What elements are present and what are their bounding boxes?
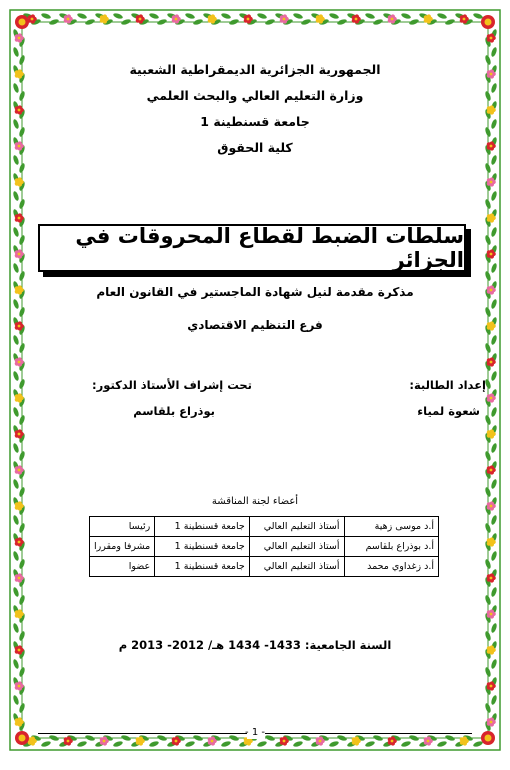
committee-member-name: أ.د زغداوي محمد <box>344 557 439 577</box>
flower-center <box>490 109 493 112</box>
leaf-ornament <box>257 12 268 20</box>
leaf-ornament <box>12 479 20 490</box>
leaf-ornament <box>490 587 498 598</box>
leaf-ornament <box>113 740 124 748</box>
flower-center <box>18 217 21 220</box>
leaf-ornament <box>18 667 26 678</box>
table-row <box>90 537 439 557</box>
leaf-ornament <box>437 12 448 20</box>
leaf-ornament <box>490 155 498 166</box>
student-label: إعداد الطالبة: <box>409 378 486 392</box>
flower-center <box>18 721 21 724</box>
page-number: - 1 - <box>245 727 265 738</box>
leaf-ornament <box>49 18 60 26</box>
leaf-ornament <box>18 307 26 318</box>
leaf-ornament <box>337 18 348 26</box>
table-row <box>90 557 439 577</box>
committee-member-name: أ.د موسى زهية <box>344 517 439 537</box>
leaf-ornament <box>257 740 268 748</box>
committee-member-university: جامعة قسنطينة 1 <box>155 557 250 577</box>
committee-member-rank: أستاذ التعليم العالي <box>249 537 344 557</box>
flower-center <box>18 613 21 616</box>
leaf-ornament <box>490 263 498 274</box>
thesis-title: سلطات الضبط لقطاع المحروقات في الجزائر <box>75 224 464 272</box>
leaf-ornament <box>484 703 492 714</box>
corner-rose-center <box>485 19 492 26</box>
leaf-ornament <box>18 163 26 174</box>
flower-center <box>283 18 286 21</box>
leaf-ornament <box>490 515 498 526</box>
leaf-ornament <box>185 12 196 20</box>
leaf-ornament <box>484 595 492 606</box>
leaf-ornament <box>490 299 498 310</box>
leaf-ornament <box>41 740 52 748</box>
flower-center <box>18 37 21 40</box>
supervisor-name: بوذراع بلقاسم <box>133 404 215 418</box>
flower-center <box>490 397 493 400</box>
leaf-ornament <box>484 307 492 318</box>
flower-center <box>427 740 430 743</box>
leaf-ornament <box>490 407 498 418</box>
flower-center <box>490 685 493 688</box>
leaf-ornament <box>12 155 20 166</box>
republic-name: الجمهورية الجزائرية الديمقراطية الشعبية <box>129 62 381 77</box>
leaf-ornament <box>473 12 484 20</box>
committee-title: أعضاء لجنة المناقشة <box>211 496 299 507</box>
flower-center <box>490 469 493 472</box>
flower-center <box>490 217 493 220</box>
university-name: جامعة قسنطينة 1 <box>200 114 310 129</box>
leaf-ornament <box>490 623 498 634</box>
leaf-ornament <box>12 515 20 526</box>
leaf-ornament <box>484 163 492 174</box>
ministry-name: وزارة التعليم العالي والبحث العلمي <box>146 88 364 103</box>
flower-center <box>490 253 493 256</box>
leaf-ornament <box>484 667 492 678</box>
leaf-ornament <box>437 740 448 748</box>
committee-member-name: أ.د بوذراع بلقاسم <box>344 537 439 557</box>
leaf-ornament <box>490 227 498 238</box>
flower-center <box>18 109 21 112</box>
leaf-ornament <box>473 740 484 748</box>
flower-center <box>103 740 106 743</box>
flower-center <box>319 740 322 743</box>
flower-center <box>211 18 214 21</box>
flower-center <box>391 740 394 743</box>
flower-center <box>175 740 178 743</box>
thesis-branch: فرع التنظيم الاقتصادي <box>187 318 323 332</box>
flower-center <box>18 577 21 580</box>
leaf-ornament <box>77 740 88 748</box>
leaf-ornament <box>484 343 492 354</box>
flower-center <box>283 740 286 743</box>
leaf-ornament <box>193 18 204 26</box>
committee-member-university: جامعة قسنطينة 1 <box>155 517 250 537</box>
leaf-ornament <box>293 12 304 20</box>
committee-member-rank: أستاذ التعليم العالي <box>249 517 344 537</box>
leaf-ornament <box>365 12 376 20</box>
committee-member-role: رئيسا <box>90 517 155 537</box>
committee-member-rank: أستاذ التعليم العالي <box>249 557 344 577</box>
flower-center <box>67 740 70 743</box>
flower-center <box>247 18 250 21</box>
flower-center <box>490 577 493 580</box>
flower-center <box>18 469 21 472</box>
leaf-ornament <box>12 335 20 346</box>
leaf-ornament <box>185 740 196 748</box>
leaf-ornament <box>329 12 340 20</box>
leaf-ornament <box>329 740 340 748</box>
leaf-ornament <box>401 12 412 20</box>
leaf-ornament <box>490 335 498 346</box>
flower-center <box>355 740 358 743</box>
leaf-ornament <box>484 523 492 534</box>
faculty-name: كلية الحقوق <box>217 140 293 155</box>
corner-rose-center <box>19 19 26 26</box>
flower-center <box>247 740 250 743</box>
flower-center <box>427 18 430 21</box>
leaf-ornament <box>121 18 132 26</box>
leaf-ornament <box>18 595 26 606</box>
leaf-ornament <box>12 551 20 562</box>
leaf-ornament <box>484 271 492 282</box>
flower-center <box>18 433 21 436</box>
leaf-ornament <box>85 18 96 26</box>
leaf-ornament <box>149 740 160 748</box>
leaf-ornament <box>12 47 20 58</box>
leaf-ornament <box>490 659 498 670</box>
leaf-ornament <box>12 443 20 454</box>
leaf-ornament <box>484 415 492 426</box>
flower-center <box>18 361 21 364</box>
flower-center <box>211 740 214 743</box>
leaf-ornament <box>77 12 88 20</box>
student-name: شعوة لمياء <box>417 404 480 418</box>
flower-center <box>18 685 21 688</box>
leaf-ornament <box>490 551 498 562</box>
flower-center <box>175 18 178 21</box>
academic-year: السنة الجامعية: 1433- 1434 هـ/ 2012- 2013 م <box>118 638 392 652</box>
leaf-ornament <box>409 18 420 26</box>
flower-center <box>490 541 493 544</box>
leaf-ornament <box>18 271 26 282</box>
flower-center <box>490 613 493 616</box>
leaf-ornament <box>12 587 20 598</box>
flower-center <box>490 181 493 184</box>
leaf-ornament <box>157 18 168 26</box>
committee-member-role: عضوا <box>90 557 155 577</box>
leaf-ornament <box>18 523 26 534</box>
leaf-ornament <box>490 479 498 490</box>
leaf-ornament <box>18 235 26 246</box>
flower-center <box>490 361 493 364</box>
flower-center <box>103 18 106 21</box>
flower-center <box>319 18 322 21</box>
thesis-title-box <box>38 224 466 272</box>
committee-member-university: جامعة قسنطينة 1 <box>155 537 250 557</box>
flower-center <box>391 18 394 21</box>
committee-table <box>89 516 439 577</box>
flower-center <box>490 433 493 436</box>
leaf-ornament <box>18 199 26 210</box>
table-row <box>90 517 439 537</box>
flower-center <box>490 37 493 40</box>
flower-center <box>67 18 70 21</box>
leaf-ornament <box>265 18 276 26</box>
leaf-ornament <box>12 659 20 670</box>
leaf-ornament <box>484 235 492 246</box>
leaf-ornament <box>41 12 52 20</box>
supervisor-label: تحت إشراف الأستاذ الدكتور: <box>92 378 252 392</box>
leaf-ornament <box>12 371 20 382</box>
leaf-ornament <box>445 18 456 26</box>
flower-center <box>31 18 34 21</box>
leaf-ornament <box>293 740 304 748</box>
leaf-ornament <box>490 47 498 58</box>
flower-center <box>139 740 142 743</box>
leaf-ornament <box>18 559 26 570</box>
leaf-ornament <box>490 443 498 454</box>
leaf-ornament <box>12 227 20 238</box>
leaf-ornament <box>18 451 26 462</box>
flower-center <box>139 18 142 21</box>
leaf-ornament <box>484 559 492 570</box>
flower-center <box>18 253 21 256</box>
thesis-subtitle: مذكرة مقدمة لنيل شهادة الماجستير في القانون العام <box>96 285 414 299</box>
leaf-ornament <box>18 343 26 354</box>
leaf-ornament <box>12 695 20 706</box>
leaf-ornament <box>12 623 20 634</box>
leaf-ornament <box>490 695 498 706</box>
flower-center <box>31 740 34 743</box>
leaf-ornament <box>365 740 376 748</box>
leaf-ornament <box>229 18 240 26</box>
flower-center <box>18 397 21 400</box>
flower-center <box>355 18 358 21</box>
leaf-ornament <box>18 415 26 426</box>
flower-center <box>490 721 493 724</box>
flower-center <box>18 541 21 544</box>
flower-center <box>463 740 466 743</box>
leaf-ornament <box>221 12 232 20</box>
flower-center <box>18 181 21 184</box>
leaf-ornament <box>221 740 232 748</box>
leaf-ornament <box>301 18 312 26</box>
leaf-ornament <box>12 263 20 274</box>
leaf-ornament <box>401 740 412 748</box>
leaf-ornament <box>484 199 492 210</box>
flower-center <box>463 18 466 21</box>
leaf-ornament <box>12 191 20 202</box>
committee-member-role: مشرفا ومقررا <box>90 537 155 557</box>
leaf-ornament <box>113 12 124 20</box>
leaf-ornament <box>490 371 498 382</box>
leaf-ornament <box>12 299 20 310</box>
leaf-ornament <box>149 12 160 20</box>
leaf-ornament <box>373 18 384 26</box>
leaf-ornament <box>12 407 20 418</box>
leaf-ornament <box>18 379 26 390</box>
leaf-ornament <box>18 703 26 714</box>
leaf-ornament <box>484 451 492 462</box>
leaf-ornament <box>490 191 498 202</box>
